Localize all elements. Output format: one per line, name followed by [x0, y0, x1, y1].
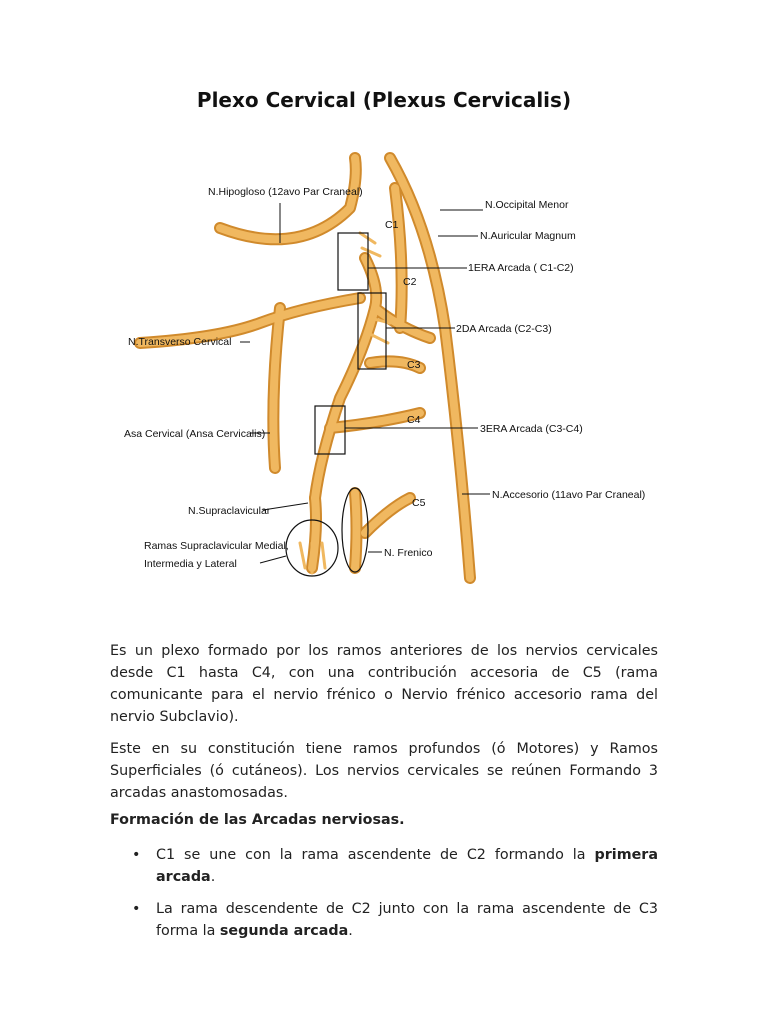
label-ramas-1: Ramas Supraclavicular Medial,: [144, 540, 289, 552]
label-c4: C4: [407, 414, 421, 426]
intro-paragraph: Es un plexo formado por los ramos anteriores de los nervios cervicales desde C1 hasta C4, con una contribución accesoria de C5 (rama comunicante para el nervio frénico o Nervio frénico accesorio rama del nervio Subclavio).: [110, 643, 658, 725]
list-item-end: .: [210, 869, 216, 885]
label-arcada-3: 3ERA Arcada (C3-C4): [480, 423, 583, 435]
page-title: Plexo Cervical (Plexus Cervicalis): [196, 88, 572, 112]
label-supraclavicular: N.Supraclavicular: [188, 505, 271, 517]
list-item: [110, 844, 658, 888]
bullet-icon: •: [132, 847, 141, 863]
label-ramas-2: Intermedia y Lateral: [144, 558, 237, 570]
label-transverso: N.Transverso Cervical: [128, 336, 232, 348]
section-heading: Formación de las Arcadas nerviosas.: [110, 812, 405, 828]
label-auricular: N.Auricular Magnum: [480, 230, 576, 242]
list-item-bold: primera arcada: [156, 847, 658, 885]
label-c2: C2: [403, 276, 417, 288]
label-c3: C3: [407, 359, 421, 371]
arcadas-list: [110, 844, 658, 952]
list-item-end: .: [348, 923, 353, 939]
label-asa: Asa Cervical (Ansa Cervicalis): [124, 428, 266, 440]
list-item-bold: segunda arcada: [219, 923, 349, 939]
label-hipogloso: N.Hipogloso (12avo Par Craneal): [208, 186, 363, 198]
label-arcada-1: 1ERA Arcada ( C1-C2): [468, 262, 574, 274]
cervical-plexus-diagram: [100, 148, 660, 588]
list-item-text: C1 se une con la rama ascendente de C2 formando la: [156, 847, 595, 863]
list-item: [110, 898, 658, 942]
bullet-icon: •: [132, 901, 141, 917]
label-c5: C5: [412, 497, 426, 509]
label-frenico: N. Frenico: [384, 547, 433, 559]
plexus-illustration: [100, 148, 660, 588]
label-occipital: N.Occipital Menor: [485, 199, 569, 211]
label-accesorio: N.Accesorio (11avo Par Craneal): [492, 489, 646, 501]
constitution-paragraph: Este en su constitución tiene ramos profundos (ó Motores) y Ramos Superficiales (ó cutáneos). Los nervios cervicales se reúnen Formando 3 arcadas anastomosadas.: [110, 741, 658, 801]
label-c1: C1: [385, 219, 399, 231]
list-item-text: La rama descendente de C2 junto con la rama ascendente de C3 forma la: [156, 901, 658, 939]
label-arcada-2: 2DA Arcada (C2-C3): [456, 323, 552, 335]
